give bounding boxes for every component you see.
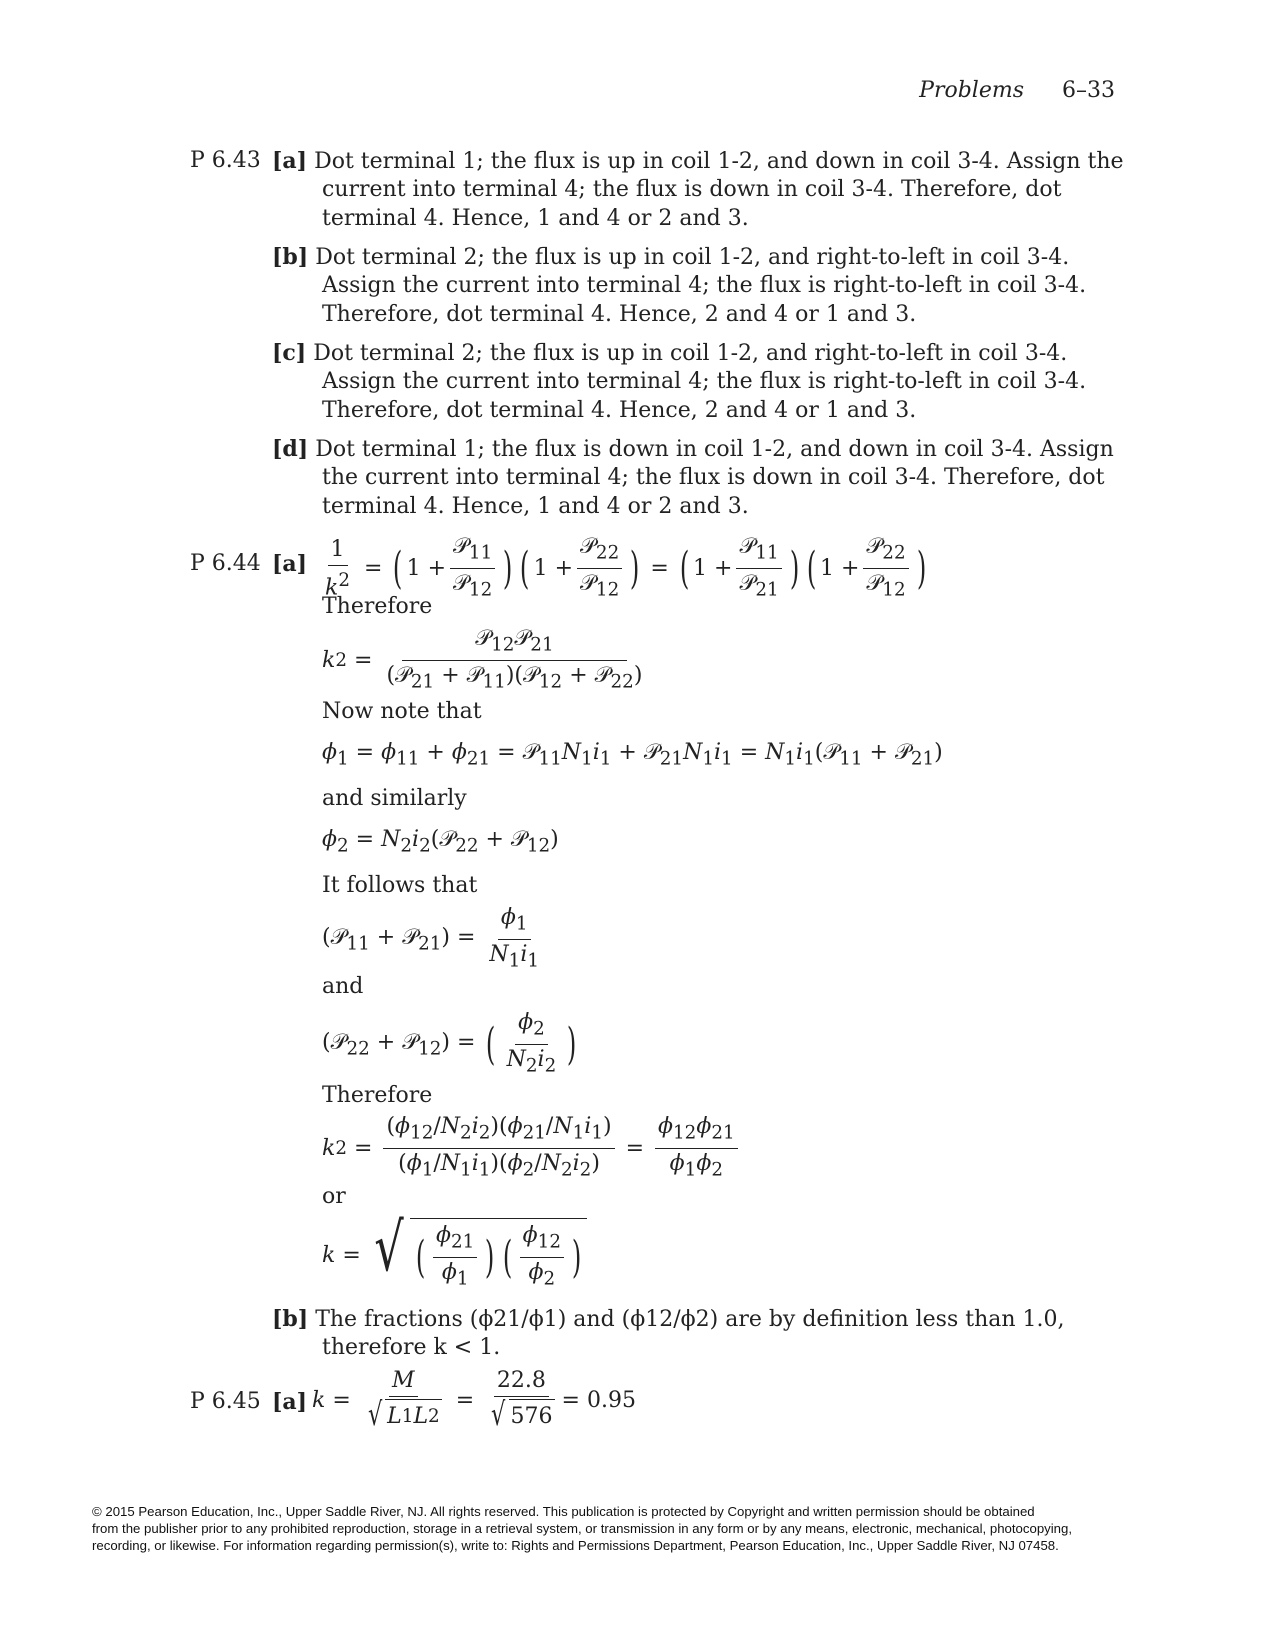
equation-p11-plus-p21: (𝒫$_{11}$ + 𝒫$_{21}$) = $\frac{\phi_1}{N_1i_1}$	[322, 905, 540, 972]
text-therefore-2: Therefore	[322, 1083, 433, 1108]
equation-phi1: $\phi_1 = \phi_{11} + \phi_{21}$ = $𝒫_{11}N_1i_1$ + $𝒫_{21}N_1i_1$ = $N_1i_1(𝒫_{11}$ + 𝒫$_{21}$)	[322, 740, 943, 770]
denominator-value: 576	[509, 1399, 555, 1430]
problem-6-43-label: P 6.43	[190, 148, 261, 173]
problem-6-44-label: P 6.44	[190, 551, 261, 576]
problem-6-45-label: P 6.45	[190, 1389, 261, 1414]
p643-a-line2: current into terminal 4; the flux is down in coil 3-4. Therefore, dot	[322, 177, 1062, 202]
p645-a-tag: [a]	[272, 1389, 308, 1415]
p643-a-line1: [a] Dot terminal 1; the flux is up in coil 1-2, and down in coil 3-4. Assign the	[272, 148, 1124, 174]
text-it-follows-that: It follows that	[322, 873, 478, 898]
p643-c-line2: Assign the current into terminal 4; the flux is right-to-left in coil 3-4.	[322, 369, 1087, 394]
p644-b-line1: [b] The fractions (ϕ21/ϕ1) and (ϕ12/ϕ2) are by definition less than 1.0,	[272, 1306, 1065, 1332]
p643-b-line2: Assign the current into terminal 4; the flux is right-to-left in coil 3-4.	[322, 273, 1087, 298]
result-value: = 0.95	[561, 1387, 636, 1413]
equation-inverse-k-squared: $\frac{1}{k^2}$ = ( 1 + $\frac{𝒫_{11}}{𝒫_{12}}$ ) ( 1 + $\frac{𝒫_{22}}{𝒫_{12}}$ ) = ( 1 + $\frac{𝒫_{11}}{𝒫_{21}}$ ) ( 1 + $\frac{𝒫_{22}}{𝒫_{12}}$ )	[325, 534, 926, 601]
p643-b-line3: Therefore, dot terminal 4. Hence, 2 and 4 or 1 and 3.	[322, 302, 917, 327]
footer-line-1: © 2015 Pearson Education, Inc., Upper Saddle River, NJ. All rights reserved. This publication is protected by Copyright and written permission should be obtained	[92, 1504, 1035, 1519]
running-head	[919, 78, 1115, 103]
page-number: 6–33	[1062, 78, 1115, 103]
equation-k-sqrt: k = √ ( $\frac{\phi_{21}}{\phi_1}$ ) ( $\frac{\phi_{12}}{\phi_2}$ )	[322, 1218, 587, 1293]
text-and: and	[322, 974, 364, 999]
p644-a-tag: [a]	[272, 551, 308, 577]
p644-b-line2: therefore k < 1.	[322, 1335, 501, 1360]
equation-k-squared-permeance: k 2 = $\frac{𝒫_{12}𝒫_{21}}{(𝒫_{21} + 𝒫_{11})(𝒫_{12} + 𝒫_{22})}$	[322, 626, 643, 693]
p643-c-line1: [c] Dot terminal 2; the flux is up in coil 1-2, and right-to-left in coil 3-4.	[272, 340, 1068, 366]
equation-p22-plus-p12: (𝒫$_{22}$ + 𝒫$_{12}$) = ( $\frac{\phi_2}{N_2i_2}$ )	[322, 1010, 577, 1077]
equation-k-squared-flux: k 2 = $\frac{(\phi_{12}/N_2i_2)(\phi_{21}/N_1i_1)}{(\phi_1/N_1i_1)(\phi_2/N_2i_2)}$ = $\frac{\phi_{12}\phi_{21}}{\phi_1\phi_2}$	[322, 1114, 742, 1184]
footer-line-2: from the publisher prior to any prohibited reproduction, storage in a retrieval system, or transmission in any form or by any means, electronic, mechanical, photocopying,	[92, 1521, 1073, 1536]
p643-a-line3: terminal 4. Hence, 1 and 4 or 2 and 3.	[322, 206, 749, 231]
section-title: Problems	[919, 78, 1024, 103]
p643-b-line1: [b] Dot terminal 2; the flux is up in coil 1-2, and right-to-left in coil 3-4.	[272, 244, 1070, 270]
p643-d-line3: terminal 4. Hence, 1 and 4 or 2 and 3.	[322, 494, 749, 519]
footer-line-3: recording, or likewise. For information regarding permission(s), write to: Rights and Permissions Department, Pearson Education, Inc., Upper Saddle River, NJ 07458.	[92, 1538, 1059, 1553]
copyright-footer	[92, 1503, 1192, 1554]
text-or: or	[322, 1184, 346, 1209]
p643-d-line2: the current into terminal 4; the flux is down in coil 3-4. Therefore, dot	[322, 465, 1105, 490]
p643-c-line3: Therefore, dot terminal 4. Hence, 2 and 4 or 1 and 3.	[322, 398, 917, 423]
equation-phi2: $\phi_2$ = $N_2i_2(𝒫_{22}$ + 𝒫$_{12}$)	[322, 827, 559, 857]
p643-d-line1: [d] Dot terminal 1; the flux is down in coil 1-2, and down in coil 3-4. Assign	[272, 436, 1114, 462]
text-therefore-1: Therefore	[322, 594, 433, 619]
equation-k-value: k = M √ L 1 L 2 = 22.8 √ 576 = 0.95	[312, 1368, 636, 1433]
text-and-similarly: and similarly	[322, 786, 467, 811]
numerator-value: 22.8	[494, 1368, 549, 1397]
text-now-note-that: Now note that	[322, 699, 482, 724]
